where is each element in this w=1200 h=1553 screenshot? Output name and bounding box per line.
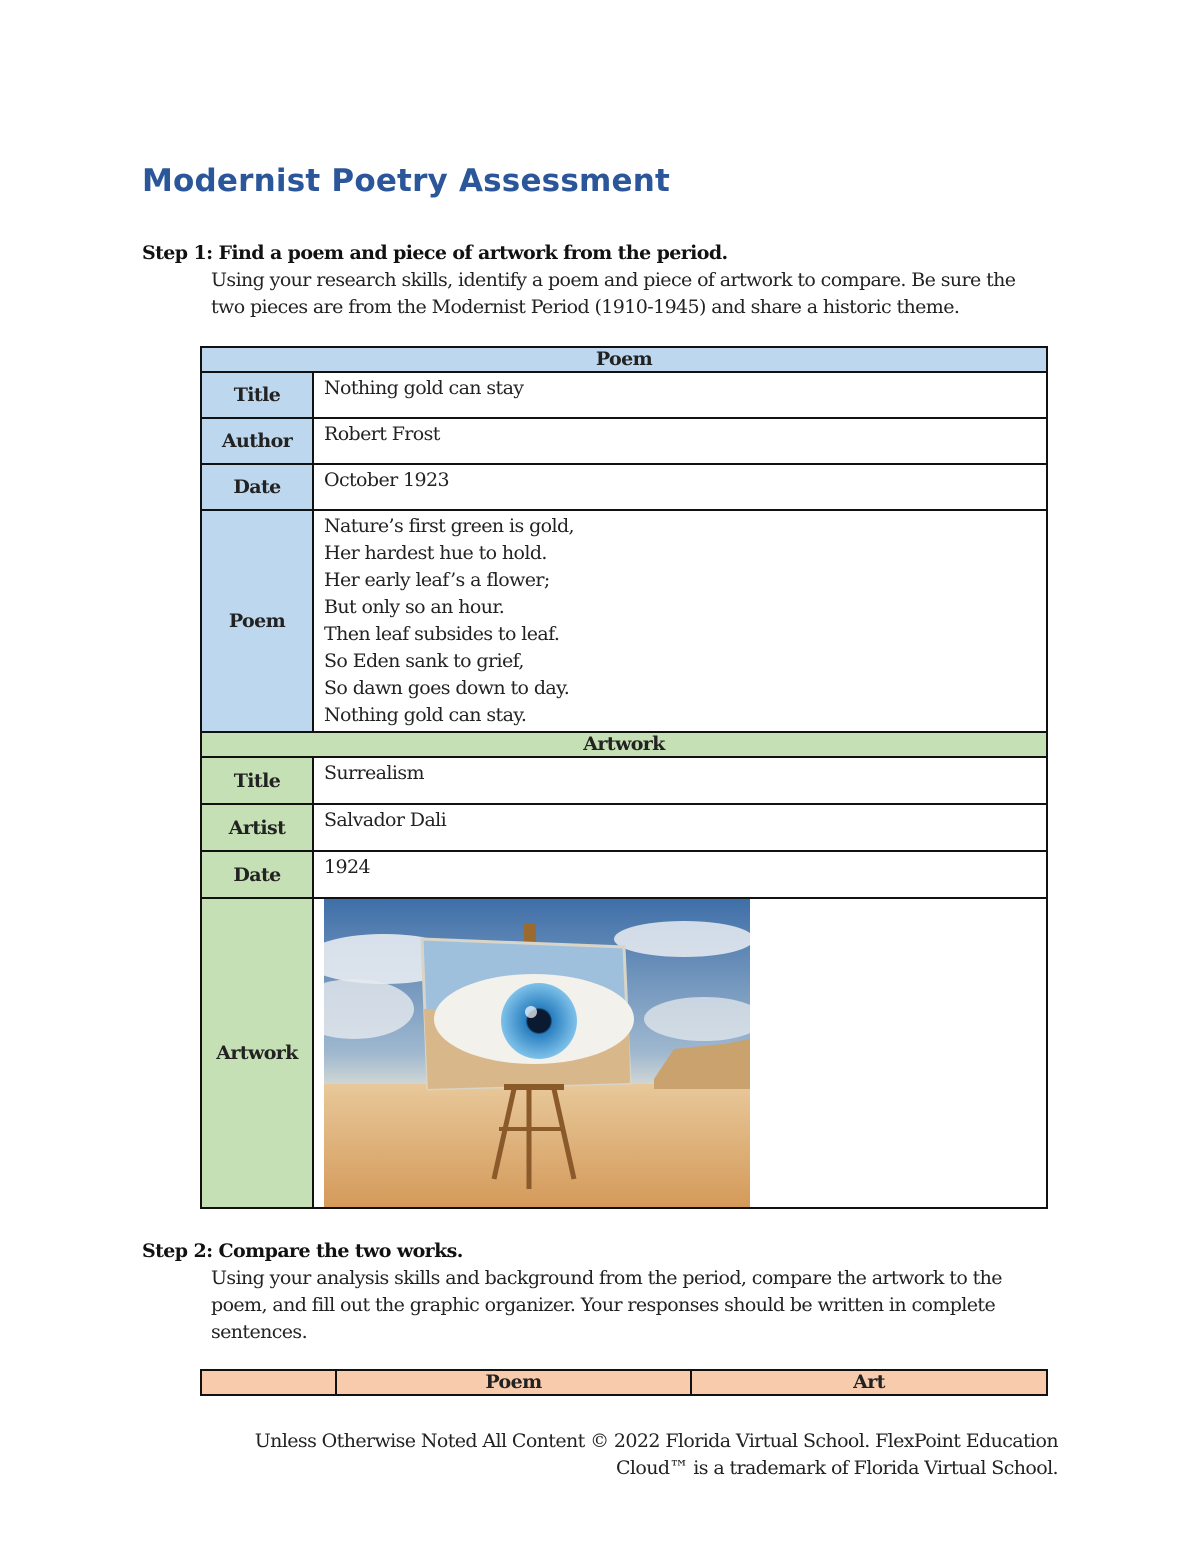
row-label: Author: [201, 418, 313, 464]
art-artist-cell[interactable]: Salvador Dali: [313, 804, 1047, 851]
art-date-cell[interactable]: 1924: [313, 851, 1047, 898]
poem-title-cell[interactable]: Nothing gold can stay: [313, 372, 1047, 418]
art-title-cell[interactable]: Surrealism: [313, 757, 1047, 804]
poem-line: Nothing gold can stay.: [324, 704, 527, 726]
organizer-header-poem: Poem: [336, 1370, 691, 1395]
organizer-header-blank: [201, 1370, 336, 1395]
surrealist-eye-painting: [324, 899, 750, 1207]
row-label: Date: [201, 464, 313, 510]
row-label: Title: [201, 372, 313, 418]
poem-text-cell[interactable]: [313, 510, 1047, 732]
row-label: Artist: [201, 804, 313, 851]
row-label: Poem: [201, 510, 313, 732]
step-1-body: Using your research skills, identify a poem and piece of artwork to compare. Be sure the two pieces are from the Modernist Period (1910-1945) and share a historic theme.: [211, 269, 1016, 318]
poem-line: But only so an hour.: [324, 596, 505, 618]
step-1-heading: Step 1: Find a poem and piece of artwork from the period.: [142, 242, 728, 264]
page-title: Modernist Poetry Assessment: [142, 163, 670, 199]
poem-line: Her hardest hue to hold.: [324, 542, 547, 564]
poem-artwork-table: [200, 346, 1048, 1209]
poem-line: So dawn goes down to day.: [324, 677, 570, 699]
footer: [255, 1428, 1058, 1482]
artwork-section-header: Artwork: [201, 732, 1047, 757]
organizer-header-art: Art: [691, 1370, 1047, 1395]
row-label: Date: [201, 851, 313, 898]
poem-line: Nature’s first green is gold,: [324, 515, 574, 537]
step-2-heading: Step 2: Compare the two works.: [142, 1240, 463, 1262]
step-2-body: Using your analysis skills and background from the period, compare the artwork to the poem, and fill out the graphic organizer. Your responses should be written in complete sentences.: [211, 1267, 1002, 1343]
poem-date-cell[interactable]: October 1923: [313, 464, 1047, 510]
poem-line: Her early leaf’s a flower;: [324, 569, 550, 591]
footer-line-2: Cloud™ is a trademark of Florida Virtual School.: [615, 1457, 1058, 1479]
poem-line: So Eden sank to grief,: [324, 650, 524, 672]
poem-section-header: Poem: [201, 347, 1047, 372]
step-1: [142, 240, 1052, 321]
step-2: [142, 1238, 1042, 1346]
footer-line-1: Unless Otherwise Noted All Content © 2022 Florida Virtual School. FlexPoint Education: [254, 1430, 1058, 1452]
artwork-image-cell: [313, 898, 1047, 1208]
poem-line: Then leaf subsides to leaf.: [324, 623, 560, 645]
row-label: Artwork: [201, 898, 313, 1208]
poem-author-cell[interactable]: Robert Frost: [313, 418, 1047, 464]
graphic-organizer-table: [200, 1369, 1048, 1396]
row-label: Title: [201, 757, 313, 804]
